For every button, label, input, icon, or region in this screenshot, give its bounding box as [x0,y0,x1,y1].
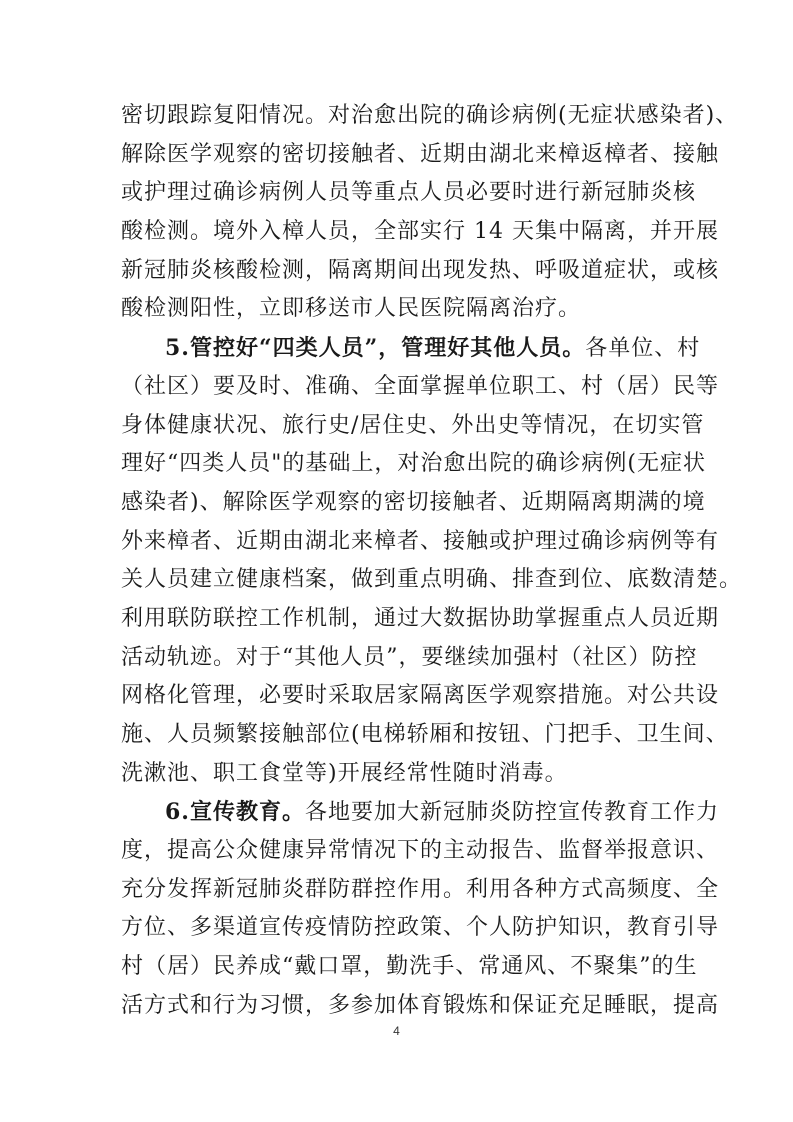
text-line: 活方式和行为习惯，多参加体育锻炼和保证充足睡眠，提高 [121,992,720,1018]
text-line-content: 各地要加大新冠肺炎防控宣传教育工作力 [304,800,719,826]
text-line: 感染者)、解除医学观察的密切接触者、近期隔离期满的境 [121,489,706,515]
text-line: 酸检测阳性，立即移送市人民医院隔离治疗。 [121,296,582,322]
text-line: 方位、多渠道宣传疫情防控政策、个人防护知识，教育引导 [121,915,720,941]
text-line: 外来樟者、近期由湖北来樟者、接触或护理过确诊病例等有 [121,528,720,554]
text-line: 新冠肺炎核酸检测，隔离期间出现发热、呼吸道症状，或核 [121,257,720,283]
text-line: 密切跟踪复阳情况。对治愈出院的确诊病例(无症状感染者)、 [121,103,739,128]
text-line [121,329,701,368]
text-line: 身体健康状况、旅行史/居住史、外出史等情况，在切实管 [121,412,705,438]
text-line: 充分发挥新冠肺炎群防群控作用。利用各种方式高频度、全 [121,876,720,902]
text-line: 洗漱池、职工食堂等)开展经常性随时消毒。 [121,760,568,786]
page-number: 4 [393,1024,400,1038]
text-line-content: 各单位、村 [585,336,701,362]
text-line: （社区）要及时、准确、全面掌握单位职工、村（居）民等 [121,373,720,399]
section-heading-6: 6.宣传教育。 [165,799,305,826]
text-line: 网格化管理，必要时采取居家隔离医学观察措施。对公共设 [121,683,720,709]
text-line: 度，提高公众健康异常情况下的主动报告、监督举报意识、 [121,838,720,864]
text-line: 理好“四类人员"的基础上，对治愈出院的确诊病例(无症状 [121,451,706,477]
text-line: 施、人员频繁接触部位(电梯轿厢和按钮、门把手、卫生间、 [121,722,729,747]
text-line: 村（居）民养成“戴口罩，勤洗手、常通风、不聚集”的生 [121,954,698,980]
text-line: 活动轨迹。对于“其他人员”，要继续加强村（社区）防控 [121,644,698,670]
text-line: 利用联防联控工作机制，通过大数据协助掌握重点人员近期 [121,605,720,631]
section-heading-5: 5.管控好“四类人员”，管理好其他人员。 [165,335,586,362]
text-line: 酸检测。境外入樟人员，全部实行 14 天集中隔离，并开展 [121,219,719,245]
body-text [121,97,743,1026]
text-line: 关人员建立健康档案，做到重点明确、排查到位、底数清楚。 [121,567,743,593]
text-line: 解除医学观察的密切接触者、近期由湖北来樟返樟者、接触 [121,141,720,167]
text-line: 或护理过确诊病例人员等重点人员必要时进行新冠肺炎核 [121,180,697,206]
text-line [121,793,719,832]
